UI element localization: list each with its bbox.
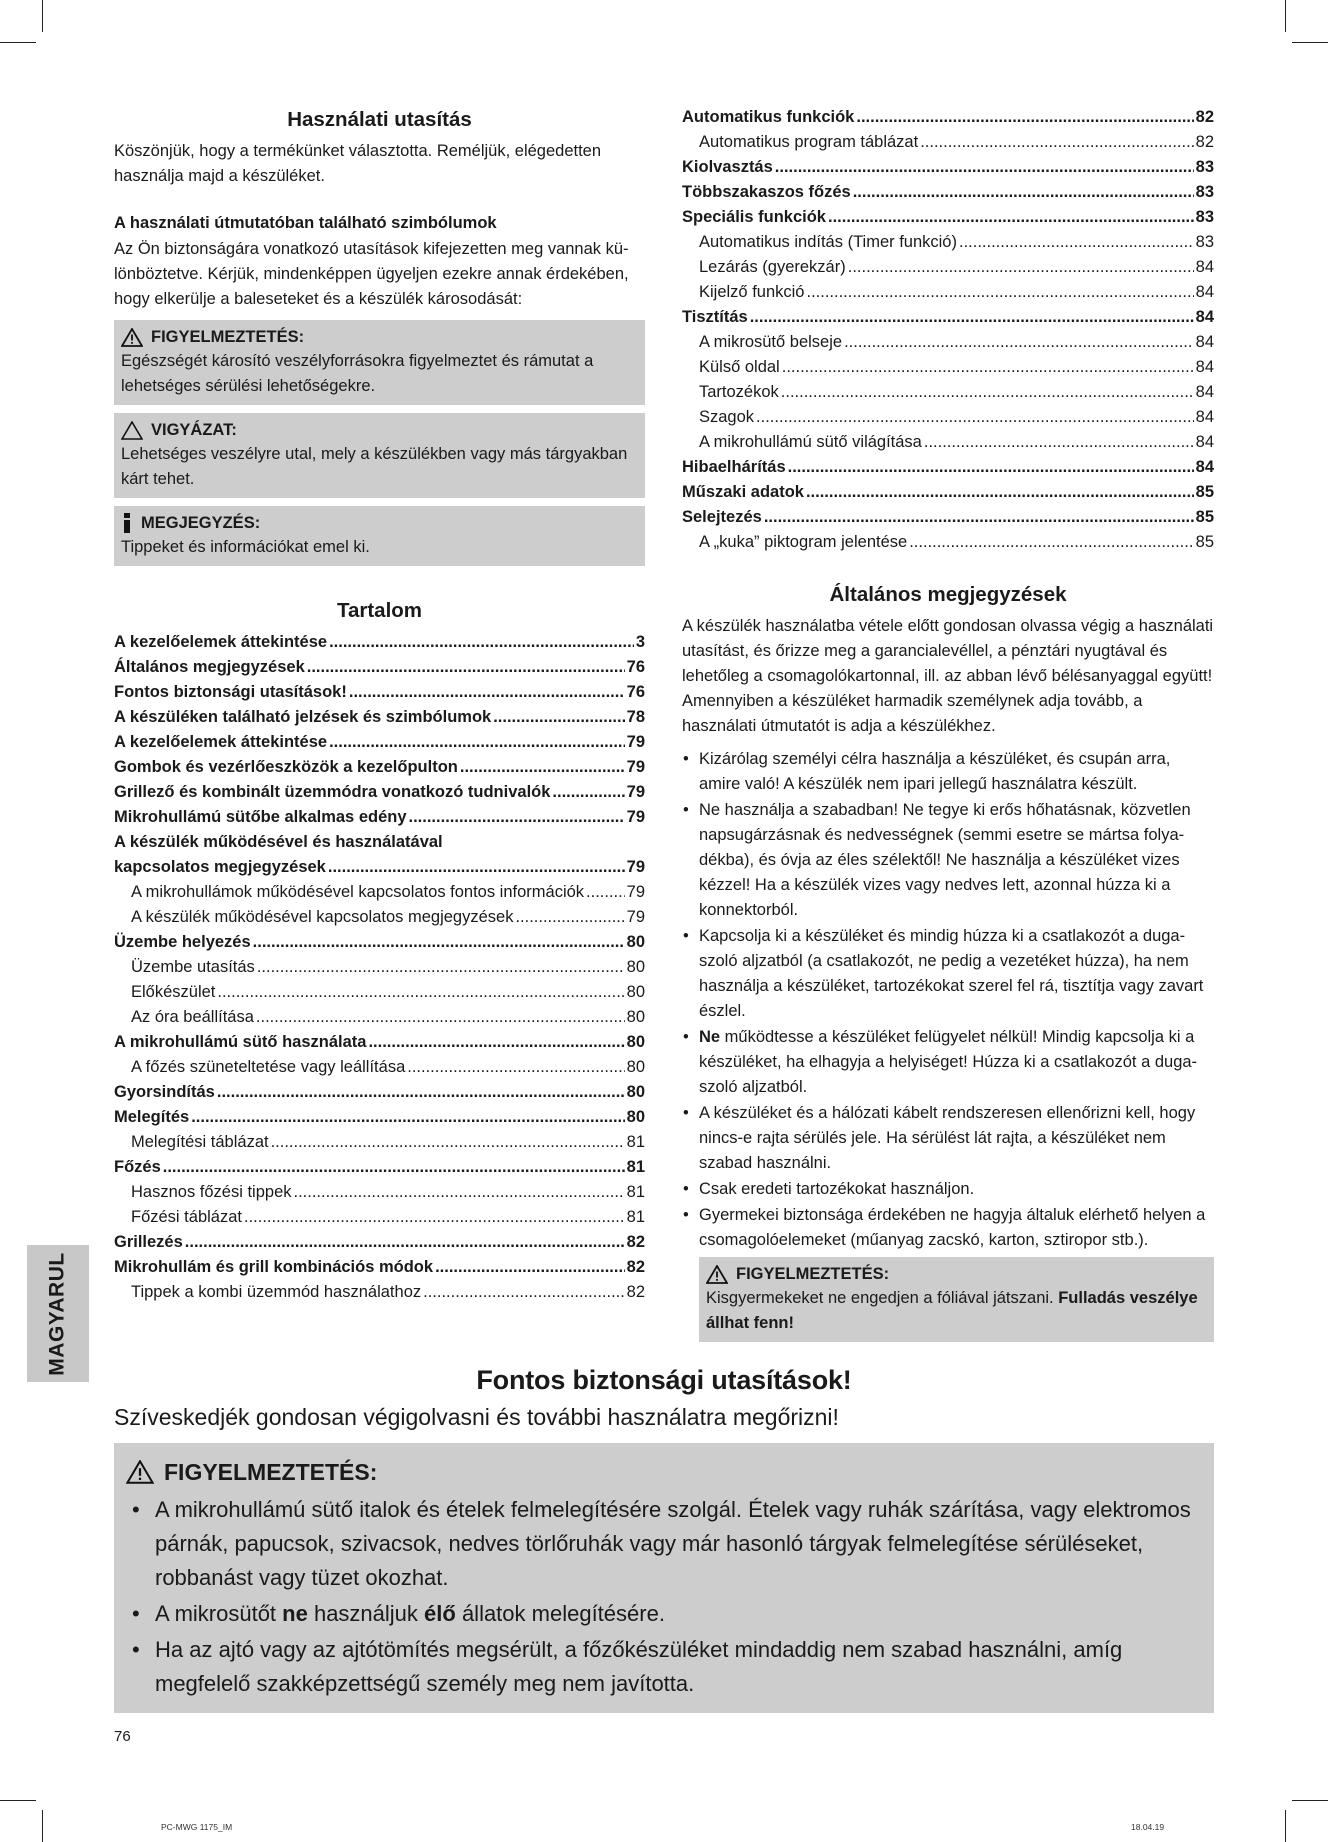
section-title: Használati utasítás bbox=[287, 108, 472, 131]
toc-entry-page: 81 bbox=[626, 1158, 645, 1176]
list-item: • Gyermekei biztonsága érdekében ne hagyja általuk elérhető helyen a csomagolóelemeket (műanyag zacskó, karton, sztiropor stb.). bbox=[682, 1203, 1214, 1253]
crop-mark bbox=[42, 1810, 43, 1842]
toc-entry-page: 79 bbox=[626, 883, 645, 901]
toc-leader-dots bbox=[435, 1255, 625, 1280]
crop-mark bbox=[0, 1800, 36, 1801]
crop-mark bbox=[0, 42, 36, 43]
intro-text: Köszönjük, hogy a termékünket választotta. Reméljük, elégedetten használja majd a készüléket. bbox=[114, 142, 602, 185]
toc-entry bbox=[114, 630, 645, 655]
toc-entry-title: Hasznos főzési tippek bbox=[131, 1183, 292, 1201]
toc-entry-page: 84 bbox=[1195, 258, 1214, 276]
toc-leader-dots bbox=[244, 1205, 625, 1230]
toc-entry-page: 84 bbox=[1195, 458, 1214, 476]
toc-leader-dots bbox=[307, 655, 625, 680]
warning-triangle-icon bbox=[706, 1265, 728, 1284]
toc-entry-page: 78 bbox=[626, 708, 645, 726]
toc-entry-page: 83 bbox=[1195, 158, 1214, 176]
toc-leader-dots bbox=[764, 505, 1194, 530]
toc-entry bbox=[114, 830, 645, 855]
left-column bbox=[114, 108, 645, 1305]
toc-entry-title: Kiolvasztás bbox=[682, 158, 773, 176]
toc-entry-title: Szagok bbox=[699, 408, 755, 426]
toc-leader-dots bbox=[552, 780, 624, 805]
toc-entry-page: 79 bbox=[626, 908, 645, 926]
toc-entry-title: Tisztítás bbox=[682, 308, 748, 326]
toc-entry-title: Grillezés bbox=[114, 1233, 183, 1251]
toc-entry-title: A főzés szüneteltetése vagy leállítása bbox=[131, 1058, 406, 1076]
toc-entry-title: A mikrohullámú sütő világítása bbox=[699, 433, 922, 451]
toc-entry bbox=[682, 155, 1214, 180]
toc-entry-page: 80 bbox=[626, 983, 645, 1001]
toc-entry-page: 79 bbox=[626, 783, 645, 801]
toc-entry-page: 84 bbox=[1195, 408, 1214, 426]
toc-entry-title: A készülék működésével és használatával bbox=[114, 833, 443, 851]
toc-entry-page: 81 bbox=[626, 1133, 645, 1151]
toc-leader-dots bbox=[349, 680, 625, 705]
toc-entry bbox=[682, 505, 1214, 530]
footer-doc-code: PC-MWG 1175_IM bbox=[161, 1822, 233, 1832]
warning-text: Egészségét károsító veszélyforrásokra figyelmeztet és rámutat a lehetséges sérülési lehetőségekre. bbox=[121, 352, 594, 395]
toc-entry-title: Melegítés bbox=[114, 1108, 190, 1126]
toc-entry-page: 76 bbox=[626, 658, 645, 676]
toc-entry-page: 80 bbox=[626, 1008, 645, 1026]
toc-entry-title: Üzembe helyezés bbox=[114, 933, 251, 951]
toc-entry bbox=[114, 1155, 645, 1180]
toc-entry bbox=[682, 180, 1214, 205]
toc-leader-dots bbox=[806, 280, 1193, 305]
list-item bbox=[682, 1025, 1214, 1100]
list-item: • A mikrohullámú sütő italok és ételek felmelegítésére szolgál. Ételek vagy ruhák szárítása, vagy elektromos párnák, papucsok, szivacsok, nedves törlőruhák vagy már hasonló tárgyak felmelegítése sérüléseket, robbanást vagy tüzet okozhat. bbox=[126, 1493, 1202, 1595]
toc-leader-dots bbox=[788, 455, 1194, 480]
general-notes-title: Általános megjegyzések bbox=[829, 583, 1067, 606]
safety-title: Fontos biztonsági utasítások! bbox=[476, 1365, 852, 1395]
toc-leader-dots bbox=[271, 1130, 625, 1155]
toc-entry-page: 84 bbox=[1195, 383, 1214, 401]
toc-entry bbox=[114, 930, 645, 955]
warning-triangle-icon bbox=[121, 328, 143, 347]
caution-heading: VIGYÁZAT: bbox=[151, 421, 237, 439]
toc-entry bbox=[682, 330, 1214, 355]
note-notice bbox=[114, 506, 645, 566]
toc-entry-page: 82 bbox=[626, 1258, 645, 1276]
toc-leader-dots bbox=[163, 1155, 625, 1180]
caution-triangle-icon bbox=[121, 421, 143, 440]
toc-leader-dots bbox=[586, 880, 625, 905]
toc-entry-title: Külső oldal bbox=[699, 358, 780, 376]
toc-leader-dots bbox=[959, 230, 1194, 255]
toc-entry bbox=[114, 1230, 645, 1255]
toc-entry-title: A kezelőelemek áttekintése bbox=[114, 633, 328, 651]
toc-leader-dots bbox=[329, 730, 625, 755]
toc-entry-page: 80 bbox=[626, 958, 645, 976]
toc-entry-page: 76 bbox=[626, 683, 645, 701]
safety-subtitle: Szíveskedjék gondosan végigolvasni és további használatra megőrizni! bbox=[114, 1404, 839, 1430]
toc-entry bbox=[682, 530, 1214, 555]
toc-leader-dots bbox=[924, 430, 1194, 455]
toc-leader-dots bbox=[828, 205, 1194, 230]
info-icon bbox=[121, 513, 133, 533]
toc-entry bbox=[114, 680, 645, 705]
bold-word: ne bbox=[282, 1601, 308, 1626]
toc-entry-page: 79 bbox=[626, 858, 645, 876]
toc-entry-title: Főzési táblázat bbox=[131, 1208, 242, 1226]
toc-entry-title: Speciális funkciók bbox=[682, 208, 826, 226]
toc-entry bbox=[682, 130, 1214, 155]
toc-entry-page: 80 bbox=[626, 1058, 645, 1076]
text: használjuk bbox=[307, 1601, 425, 1626]
toc-entry bbox=[682, 230, 1214, 255]
general-notes-text: A készülék használatba vétele előtt gondosan olvassa végig a használati utasítást, és őrizze meg a garancialevéllel, a pénztári nyugtával és lehetőleg a csomagolókartonnal, ill. az abban lévő bélésanyaggal együtt! Amennyiben a készüléket harmadik személynek adja tovább, a használati útmutatót is adja a készülékhez. bbox=[682, 617, 1214, 735]
toc-entry bbox=[682, 205, 1214, 230]
note-heading: MEGJEGYZÉS: bbox=[141, 514, 261, 532]
toc-leader-dots bbox=[329, 630, 634, 655]
toc-entry-title: A „kuka” piktogram jelentése bbox=[699, 533, 908, 551]
safety-warning-box bbox=[114, 1443, 1214, 1713]
toc-entry bbox=[114, 1205, 645, 1230]
toc-entry-title: Mikrohullám és grill kombinációs módok bbox=[114, 1258, 434, 1276]
toc-entry-page: 83 bbox=[1195, 233, 1214, 251]
toc-entry-title: A mikrohullámok működésével kapcsolatos fontos információk bbox=[131, 883, 585, 901]
toc-entry-title: Általános megjegyzések bbox=[114, 658, 305, 676]
warning-text bbox=[706, 1286, 1207, 1336]
toc-leader-dots bbox=[460, 755, 625, 780]
list-item: • Ha az ajtó vagy az ajtótömítés megsérült, a főzőkészüléket mindaddig nem szabad használni, amíg megfelelő szakképzettségű személy meg nem javította. bbox=[126, 1633, 1202, 1701]
crop-mark bbox=[42, 0, 43, 32]
toc-entry-title: Automatikus indítás (Timer funkció) bbox=[699, 233, 957, 251]
toc-entry-page: 82 bbox=[626, 1233, 645, 1251]
toc-leader-dots bbox=[806, 480, 1194, 505]
toc-entry bbox=[682, 255, 1214, 280]
toc-leader-dots bbox=[191, 1105, 624, 1130]
list-item-text: működtesse a készüléket felügyelet nélkül! Mindig kapcsolja ki a készüléket, ha elhagyja a helyiséget! Húzza ki a csatlakozót a dugaszoló aljzatból. bbox=[699, 1028, 1198, 1096]
toc-entry bbox=[682, 480, 1214, 505]
toc-entry-title: Előkészület bbox=[131, 983, 216, 1001]
text: állatok melegítésére. bbox=[455, 1601, 665, 1626]
toc-leader-dots bbox=[750, 305, 1194, 330]
toc-leader-dots bbox=[253, 930, 625, 955]
toc-leader-dots bbox=[256, 1005, 625, 1030]
list-item bbox=[126, 1597, 1202, 1631]
toc-entry bbox=[682, 430, 1214, 455]
toc-entry bbox=[682, 280, 1214, 305]
toc-entry bbox=[682, 305, 1214, 330]
toc-entry bbox=[114, 805, 645, 830]
toc-entry-title: Többszakaszos főzés bbox=[682, 183, 851, 201]
toc-entry bbox=[114, 730, 645, 755]
toc-leader-dots bbox=[217, 980, 624, 1005]
crop-mark bbox=[1285, 1810, 1286, 1842]
table-of-contents-right bbox=[682, 105, 1214, 555]
toc-entry bbox=[682, 355, 1214, 380]
toc-entry bbox=[114, 1180, 645, 1205]
caution-notice bbox=[114, 413, 645, 498]
toc-leader-dots bbox=[409, 805, 625, 830]
toc-leader-dots bbox=[423, 1280, 625, 1305]
warning-text-bold: Fulladás veszélye állhat fenn! bbox=[706, 1289, 1198, 1332]
footer-date: 18.04.19 bbox=[1131, 1822, 1165, 1832]
toc-leader-dots bbox=[782, 355, 1194, 380]
crop-mark bbox=[1285, 0, 1286, 32]
safety-section bbox=[114, 1365, 1214, 1713]
crop-mark bbox=[1292, 1800, 1328, 1801]
toc-entry bbox=[114, 1005, 645, 1030]
toc-entry-title: Hibaelhárítás bbox=[682, 458, 786, 476]
bold-word: Ne bbox=[699, 1028, 721, 1046]
toc-entry-title: Kijelző funkció bbox=[699, 283, 805, 301]
toc-entry bbox=[114, 705, 645, 730]
toc-leader-dots bbox=[756, 405, 1194, 430]
toc-entry-title: A készüléken található jelzések és szimbólumok bbox=[114, 708, 492, 726]
toc-entry bbox=[682, 380, 1214, 405]
toc-entry bbox=[114, 880, 645, 905]
table-of-contents-left bbox=[114, 630, 645, 1305]
toc-entry-title: kapcsolatos megjegyzések bbox=[114, 858, 326, 876]
toc-entry-title: Műszaki adatok bbox=[682, 483, 804, 501]
toc-entry-page: 85 bbox=[1195, 533, 1214, 551]
toc-entry bbox=[114, 780, 645, 805]
toc-entry-page: 80 bbox=[626, 1033, 645, 1051]
toc-entry-title: Selejtezés bbox=[682, 508, 762, 526]
toc-entry-page: 84 bbox=[1195, 283, 1214, 301]
toc-entry bbox=[114, 655, 645, 680]
toc-entry bbox=[114, 1105, 645, 1130]
toc-leader-dots bbox=[775, 155, 1194, 180]
toc-entry-page: 84 bbox=[1195, 333, 1214, 351]
toc-entry-page: 3 bbox=[635, 633, 645, 651]
toc-leader-dots bbox=[217, 1080, 625, 1105]
toc-entry bbox=[114, 755, 645, 780]
toc-entry bbox=[114, 855, 645, 880]
toc-leader-dots bbox=[515, 905, 624, 930]
crop-mark bbox=[1292, 42, 1328, 43]
toc-entry-page: 80 bbox=[626, 1108, 645, 1126]
toc-leader-dots bbox=[257, 955, 625, 980]
toc-entry-title: A kezelőelemek áttekintése bbox=[114, 733, 328, 751]
warning-notice bbox=[114, 320, 645, 405]
toc-entry-page: 85 bbox=[1195, 483, 1214, 501]
list-item: • Kapcsolja ki a készüléket és mindig húzza ki a csatlakozót a dugaszoló aljzatból (a csatlakozót, ne pedig a vezetéket húzza), ha nem használja a készüléket, tartozékokat szerel fel rá, tisztítja vagy zavart észlel. bbox=[682, 924, 1214, 1024]
symbols-text: Az Ön biztonságára vonatkozó utasítások kifejezetten meg vannak különböztetve. Kérjük, mindenképpen ügyeljen ezekre annak érdekében, hogy elkerülje a baleseteket és a készülék károsodását: bbox=[114, 240, 629, 308]
toc-leader-dots bbox=[781, 380, 1194, 405]
toc-entry-page: 79 bbox=[626, 733, 645, 751]
note-text: Tippeket és információkat emel ki. bbox=[121, 538, 370, 556]
toc-entry-title: A készülék működésével kapcsolatos megjegyzések bbox=[131, 908, 514, 926]
toc-entry-page: 83 bbox=[1195, 183, 1214, 201]
toc-entry-title: Grillező és kombinált üzemmódra vonatkozó tudnivalók bbox=[114, 783, 551, 801]
toc-entry-title: Lezárás (gyerekzár) bbox=[699, 258, 846, 276]
general-notes-list bbox=[682, 747, 1214, 1253]
toc-entry-page: 84 bbox=[1195, 433, 1214, 451]
toc-entry-title: Gyorsindítás bbox=[114, 1083, 215, 1101]
language-label: MAGYARUL bbox=[46, 1251, 69, 1376]
toc-leader-dots bbox=[844, 330, 1194, 355]
toc-entry-page: 80 bbox=[626, 933, 645, 951]
toc-entry-page: 84 bbox=[1195, 358, 1214, 376]
safety-list bbox=[126, 1493, 1202, 1701]
toc-entry bbox=[114, 980, 645, 1005]
warning-text-normal: Kisgyermekeket ne engedjen a fóliával játszani. bbox=[706, 1289, 1059, 1307]
toc-entry-title: Üzembe utasítás bbox=[131, 958, 255, 976]
toc-leader-dots bbox=[294, 1180, 625, 1205]
right-column bbox=[682, 108, 1214, 1342]
toc-title: Tartalom bbox=[336, 599, 423, 622]
toc-entry-title: A mikrohullámú sütő használata bbox=[114, 1033, 367, 1051]
list-item: • Ne használja a szabadban! Ne tegye ki erős hőhatásnak, közvetlen napsugárzásnak és nedvességnek (semmi esetre se mártsa folyadékba), és óvja az éles szélektől! Ne használja a készüléket vizes kézzel! Ha a készülék vizes vagy nedves lett, azonnal húzza ki a konnektorból. bbox=[682, 798, 1214, 923]
page-number: 76 bbox=[114, 1728, 131, 1745]
toc-entry-page: 84 bbox=[1195, 308, 1214, 326]
toc-entry-title: A mikrosütő belseje bbox=[699, 333, 843, 351]
toc-entry-page: 81 bbox=[626, 1208, 645, 1226]
toc-entry bbox=[114, 1130, 645, 1155]
toc-leader-dots bbox=[856, 105, 1193, 130]
toc-entry-page: 79 bbox=[626, 758, 645, 776]
toc-entry bbox=[114, 1255, 645, 1280]
toc-entry bbox=[114, 1280, 645, 1305]
toc-entry-title: Melegítési táblázat bbox=[131, 1133, 269, 1151]
toc-entry bbox=[114, 955, 645, 980]
toc-leader-dots bbox=[909, 530, 1193, 555]
toc-leader-dots bbox=[493, 705, 624, 730]
toc-entry-page: 82 bbox=[1195, 133, 1214, 151]
toc-entry bbox=[682, 105, 1214, 130]
toc-entry-page: 82 bbox=[1195, 108, 1214, 126]
toc-entry-page: 83 bbox=[1195, 208, 1214, 226]
warning-heading: FIGYELMEZTETÉS: bbox=[736, 1265, 890, 1283]
toc-leader-dots bbox=[407, 1055, 624, 1080]
toc-entry bbox=[682, 405, 1214, 430]
toc-entry-page: 85 bbox=[1195, 508, 1214, 526]
toc-entry bbox=[114, 1055, 645, 1080]
toc-entry bbox=[114, 905, 645, 930]
safety-warning-heading: FIGYELMEZTETÉS: bbox=[164, 1459, 378, 1485]
toc-entry-page: 81 bbox=[626, 1183, 645, 1201]
list-item: • Kizárólag személyi célra használja a készüléket, és csupán arra, amire való! A készülék nem ipari jellegű használatra készült. bbox=[682, 747, 1214, 797]
toc-entry bbox=[114, 1030, 645, 1055]
caution-text: Lehetséges veszélyre utal, mely a készülékben vagy más tárgyakban kárt tehet. bbox=[121, 445, 628, 488]
symbols-heading: A használati útmutatóban található szimbólumok bbox=[114, 214, 497, 232]
list-item: • Csak eredeti tartozékokat használjon. bbox=[682, 1177, 1214, 1202]
toc-entry bbox=[682, 455, 1214, 480]
toc-entry-page: 82 bbox=[626, 1283, 645, 1301]
toc-entry-title: Gombok és vezérlőeszközök a kezelőpulton bbox=[114, 758, 458, 776]
toc-leader-dots bbox=[848, 255, 1194, 280]
toc-entry-title: Főzés bbox=[114, 1158, 161, 1176]
toc-leader-dots bbox=[853, 180, 1194, 205]
toc-leader-dots bbox=[920, 130, 1193, 155]
toc-entry-title: Fontos biztonsági utasítások! bbox=[114, 683, 347, 701]
toc-leader-dots bbox=[328, 855, 625, 880]
toc-entry-page: 79 bbox=[626, 808, 645, 826]
toc-leader-dots bbox=[368, 1030, 624, 1055]
language-side-tab bbox=[27, 1245, 89, 1382]
toc-entry-title: Tartozékok bbox=[699, 383, 779, 401]
toc-entry-title: Mikrohullámú sütőbe alkalmas edény bbox=[114, 808, 407, 826]
toc-entry-title: Automatikus funkciók bbox=[682, 108, 855, 126]
toc-entry bbox=[114, 1080, 645, 1105]
foil-warning-notice bbox=[699, 1257, 1214, 1342]
toc-leader-dots bbox=[185, 1230, 625, 1255]
toc-entry-title: Automatikus program táblázat bbox=[699, 133, 919, 151]
toc-entry-title: Az óra beállítása bbox=[131, 1008, 254, 1026]
warning-triangle-icon bbox=[126, 1460, 154, 1484]
toc-entry-title: Tippek a kombi üzemmód használathoz bbox=[131, 1283, 422, 1301]
warning-heading: FIGYELMEZTETÉS: bbox=[151, 328, 305, 346]
text: A mikrosütőt bbox=[155, 1601, 283, 1626]
bold-word: élő bbox=[424, 1601, 456, 1626]
list-item: • A készüléket és a hálózati kábelt rendszeresen ellenőrizni kell, hogy nincs-e rajta sérülés jele. Ha sérülést lát rajta, a készüléket nem szabad használni. bbox=[682, 1101, 1214, 1176]
toc-entry-page: 80 bbox=[626, 1083, 645, 1101]
